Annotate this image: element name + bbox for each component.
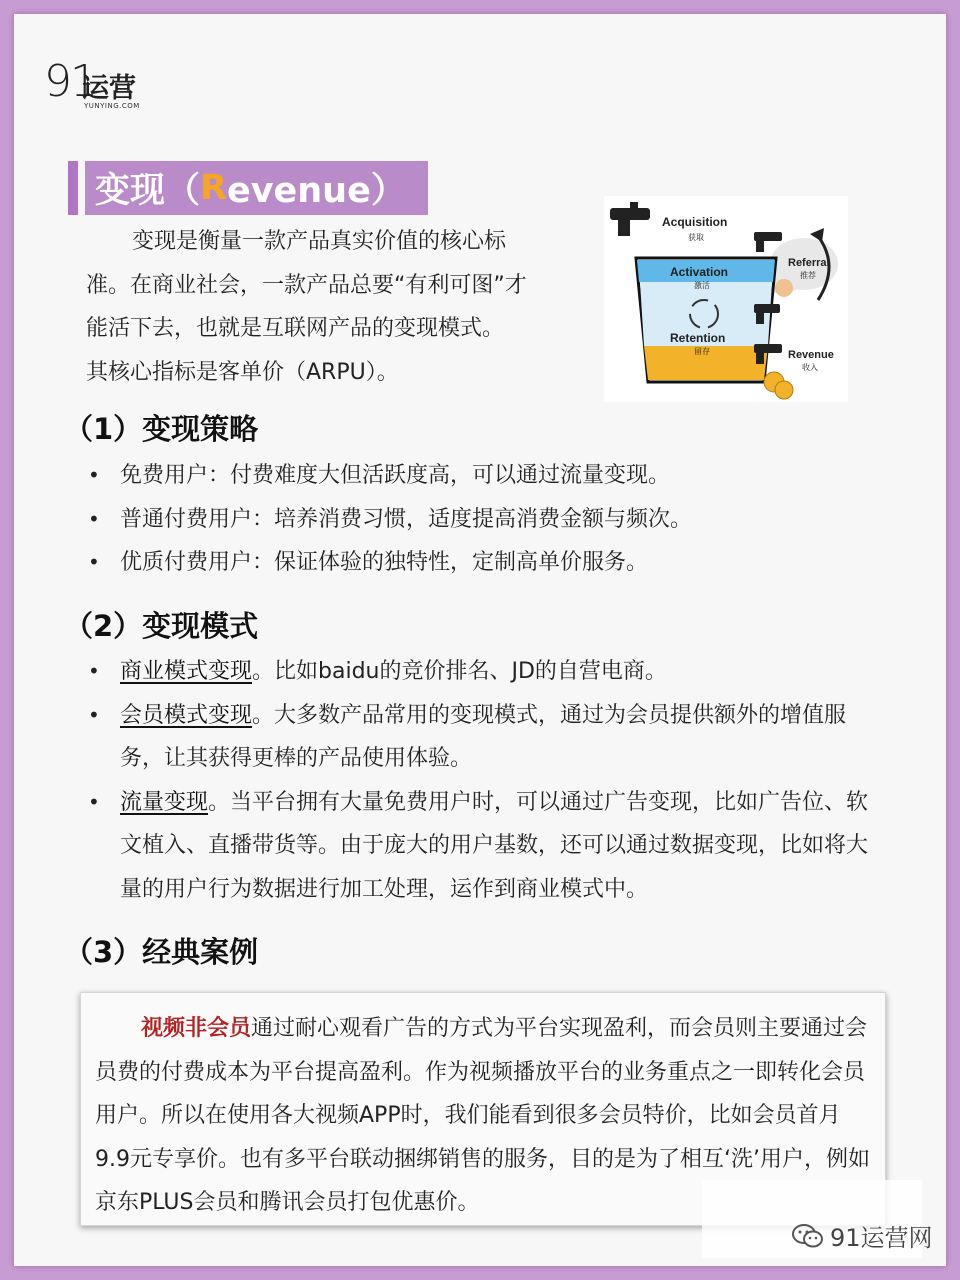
intro-paragraph (86, 220, 576, 394)
label-acquisition: Acquisition (662, 215, 728, 229)
list-item: • 普通付费用户：培养消费习惯，适度提高消费金额与频次。 (86, 498, 886, 542)
faucet-icon (754, 344, 782, 353)
intro-line: 变现是衡量一款产品真实价值的核心标 (132, 229, 507, 254)
title-highlight-letter: R (200, 168, 227, 208)
intro-line: 能活下去，也就是互联网产品的变现模式。 (86, 316, 505, 341)
intro-line: 其核心指标是客单价（ARPU）。 (86, 359, 399, 385)
cases-heading: （3）经典案例 (64, 935, 259, 969)
label-activation-cn: 激活 (694, 281, 710, 290)
case-lead: 视频非会员 (141, 1016, 252, 1041)
aarrr-funnel-diagram (604, 196, 848, 402)
intro-line: 准。在商业社会，一款产品总要“有利可图”才 (86, 272, 527, 298)
title-text-end: evenue） (226, 171, 406, 211)
logo-text: 运营 (82, 73, 136, 104)
modes-list (86, 650, 886, 911)
list-item (86, 650, 886, 694)
mode-term: 流量变现 (120, 789, 209, 815)
person-icon (775, 279, 793, 297)
watermark (792, 1218, 933, 1253)
label-revenue: Revenue (788, 349, 834, 361)
case-body: 通过耐心观看广告的方式为平台实现盈利，而会员则主要通过会员费的付费成本为平台提高盈利。作为视频播放平台的业务重点之一即转化会员用户。所以在使用各大视频APP时，我们能看到很多会员特价，比如会员首月9.9元专享价。也有多平台联动捆绑销售的服务，目的是为了相互‘洗’用户，例如京东PLUS会员和腾讯会员打包优惠价。 (95, 1016, 870, 1215)
list-item (86, 781, 886, 912)
label-referral-cn: 推荐 (800, 271, 816, 280)
title-box (85, 161, 428, 215)
wechat-icon (792, 1223, 824, 1249)
label-referral: Referral (788, 257, 830, 269)
watermark-text: 91运营网 (830, 1224, 933, 1252)
mode-desc: 。大多数产品常用的变现模式，通过为会员提供额外的增值服务，让其获得更棒的产品使用体验。 (120, 702, 847, 771)
label-retention: Retention (670, 331, 726, 345)
mode-term: 会员模式变现 (120, 702, 253, 728)
title-accent-bar (68, 161, 78, 215)
strategy-heading: （1）变现策略 (64, 412, 259, 446)
mode-desc: 。当平台拥有大量免费用户时，可以通过广告变现，比如广告位、软文植入、直播带货等。由于庞大的用户基数，还可以通过数据变现，比如将大量的用户行为数据进行加工处理，运作到商业模式中。 (120, 789, 869, 902)
label-revenue-cn: 收入 (802, 363, 818, 372)
logo-subtext: YUNYING.COM (84, 102, 140, 110)
title-text-start: 变现（ (95, 171, 201, 211)
mode-term: 商业模式变现 (120, 659, 253, 684)
faucet-icon (754, 232, 782, 241)
label-acquisition-cn: 获取 (688, 233, 704, 242)
label-retention-cn: 留存 (694, 347, 710, 356)
faucet-icon (754, 304, 780, 313)
list-item: • 优质付费用户：保证体验的独特性，定制高单价服务。 (86, 541, 886, 585)
section-title (68, 161, 428, 215)
list-item (86, 694, 886, 781)
modes-heading: （2）变现模式 (64, 609, 259, 643)
label-activation: Activation (670, 265, 729, 279)
strategy-list (86, 454, 886, 585)
list-item: • 免费用户：付费难度大但活跃度高，可以通过流量变现。 (86, 454, 886, 498)
mode-desc: 。比如baidu的竞价排名、JD的自营电商。 (252, 659, 667, 684)
logo-number: 91 (44, 56, 96, 107)
logo (44, 56, 154, 122)
